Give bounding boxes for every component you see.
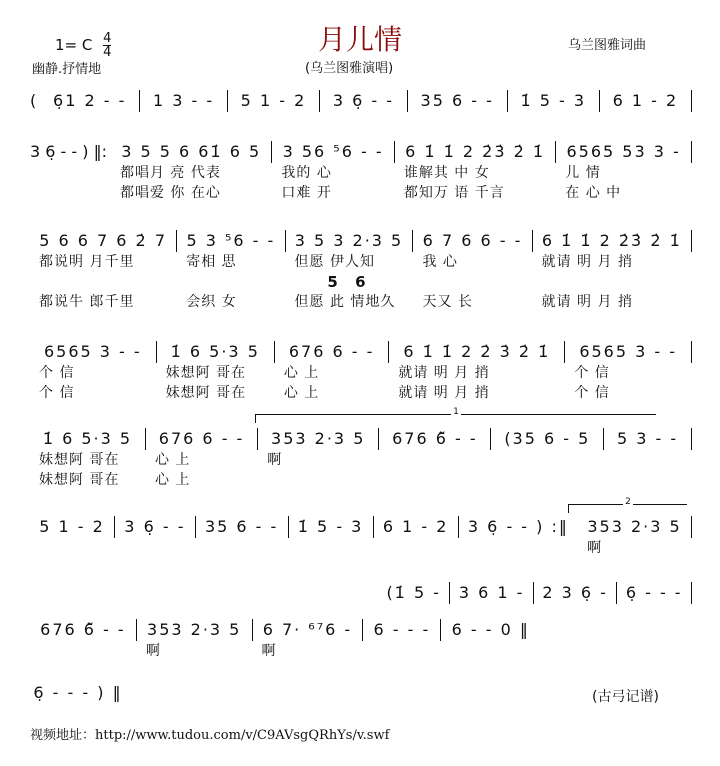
spacer [180,272,282,292]
lyric: 个 信 [574,385,610,401]
lyric [33,641,134,661]
measure-notes: 3 6̣ - - [320,90,408,112]
lyric: 在 心 中 [565,185,622,201]
measure-notes: 6 - - - [363,619,441,641]
spacer [536,272,689,292]
measure-notes: 2 3 6̣ - [534,582,617,604]
measure-notes: 6565 3 - - [565,341,692,363]
measure [556,141,692,203]
measure-notes: 1 3 - - [140,90,228,112]
measure-notes: 6̣ - - - [617,582,692,604]
measure-notes: 6565 3 - - [30,341,157,363]
lyric: 妹想阿 哥在 [165,385,247,401]
measure-notes: 5 3 - - [604,428,692,450]
measure [140,90,228,112]
measure-notes: 6̣1 2 - - [40,90,140,112]
lyric: 但愿 此 情地久 [294,294,396,310]
measure [533,230,692,312]
measure [30,341,157,403]
lyric: 妹想阿 哥在 [165,365,247,381]
lyric [444,641,537,661]
lyric [382,470,488,490]
measure [379,428,491,490]
lyric [199,538,286,558]
staff-row [30,90,692,112]
lyric [118,538,193,558]
measure-notes: 1̇ 5 - 3 [289,516,374,538]
measure-notes: 35 6 - - [408,90,508,112]
measure [441,619,540,661]
lyric [377,538,456,558]
lyric [292,538,371,558]
measure-notes: 6 7 6 6 - - [413,230,532,252]
measure [378,582,450,604]
measure [459,516,578,558]
measure [30,619,137,661]
measure-notes: 1̇ 5 - 3 [508,90,600,112]
lyric: 心 上 [283,385,320,401]
lyric [462,538,575,558]
measure [600,90,692,112]
key-label: 1= C [55,36,93,54]
measure-notes: 3 5 5 6 61̇ 6 5 [111,141,272,163]
measure [30,516,115,558]
lyric: 寄相 思 [186,254,237,270]
lyric [33,538,112,558]
lyric: 个 信 [39,365,75,381]
measure-notes: 676 6 - - [275,341,389,363]
lyric: 心 上 [154,472,191,488]
measure [374,516,459,558]
measure-notes: 5 1 - 2 [30,516,115,538]
measure [534,582,617,604]
measure [275,341,389,403]
lyric [494,450,601,470]
measure [30,428,146,490]
measure [578,516,692,558]
measure-notes: 676 6̃ - - [30,619,137,641]
lyric: 就请 明 月 捎 [541,294,633,310]
lyric: 但愿 伊人知 [294,254,375,270]
lyric: 啊 [587,540,603,556]
credits: 乌兰图雅词曲 [568,38,647,53]
measure [115,516,196,558]
measure [253,619,364,661]
measure [137,619,253,661]
lyric: 会织 女 [186,294,237,310]
spacer [33,272,174,292]
staff-row [30,516,692,558]
lyric [607,450,689,470]
measure [258,428,379,490]
measure [40,90,140,112]
staff-row [30,141,692,203]
staff-row [30,682,126,704]
measure [157,341,275,403]
lyric: 天又 长 [422,294,473,310]
measure [177,230,285,312]
lyric: 妹想阿 哥在 [39,452,120,468]
lyric: 妹想阿 哥在 [39,472,120,488]
alternate-notes: 5 6 [327,273,372,291]
measure [389,341,565,403]
measure [320,90,408,112]
song-title: 月儿情 [317,23,402,56]
lyric: 都唱爱 你 在心 [119,185,221,201]
measure [228,90,320,112]
lyric: 口难 开 [281,185,332,201]
measure-notes: 3 6̣ - - [115,516,196,538]
key-signature [55,32,111,59]
lyric: 都说明 月千里 [39,254,135,270]
measure-notes: 6 - - 0 ‖ [451,620,530,639]
measure-notes: 6 1 - 2 [374,516,459,538]
measure-notes: 1̇ 6 5·3 5 [157,341,275,363]
staff-row [30,428,692,490]
row-prefix: 3 6̣ - - ) ‖: [30,142,107,161]
measure-notes: 5 1 - 2 [228,90,320,112]
lyric [261,470,376,490]
measure [30,230,177,312]
lyric: 心 上 [283,365,320,381]
lyric: 个 信 [39,385,75,401]
time-signature: $\frac{4}{4}$ [103,31,112,60]
measure [286,230,414,312]
measure-notes: 6 1 - 2 [600,90,692,112]
staff-row [30,230,692,312]
volta-1: 1 [255,414,656,423]
measure [146,428,258,490]
lyric: 都说牛 郎千里 [39,294,135,310]
measure-notes: 5 6 6 7 6 2̇ 7 [30,230,177,252]
lyric: 啊 [261,643,277,659]
measure [450,582,533,604]
lyric: 都知万 语 千言 [403,185,505,201]
staff-row [30,619,540,661]
lyric: 儿 情 [565,165,601,181]
lyric: 就请 明 月 捎 [541,254,633,270]
measure-notes: 6̣ - - - ) ‖ [33,683,123,702]
lyric: 谁解其 中 女 [403,165,490,181]
measure-notes: 35 6 - - [196,516,289,538]
measure-notes: 6 1̇ 1̇ 2 2̇ 3̇ 2̇ 1̇ [389,341,565,363]
measure [363,619,441,661]
measure-notes: 3 6̣ - - ) :‖ [467,517,569,536]
measure [413,230,532,312]
measure-notes: 353 2·3 5 [258,428,379,450]
lyric: 心 上 [154,452,191,468]
measure [604,428,692,490]
measure [617,582,692,604]
measure [30,682,126,704]
singer: (乌兰图雅演唱) [305,61,394,76]
tempo-marking: 幽静.抒情地 [32,62,102,77]
lyric: 就请 明 月 捎 [398,365,490,381]
measure-notes: 6 1̇ 1̇ 2 2̇3̇ 2̇ 1̇ [533,230,692,252]
measure-notes: 353 2·3 5 [578,516,692,538]
lyric [494,470,601,490]
measure-notes: 3 56 ⁵6 - - [272,141,394,163]
lyric [366,641,438,661]
volta-2: 2 [568,504,687,513]
measure [491,428,604,490]
staff-row [30,341,692,403]
lyric: 啊 [267,452,283,468]
measure [408,90,508,112]
measure [196,516,289,558]
measure-notes: 3 5 3 2·3 5 [286,230,414,252]
measure-notes: 5 3 ⁵6 - - [177,230,285,252]
lyric: 就请 明 月 捎 [398,385,490,401]
measure-notes: 676 6̃ - - [379,428,491,450]
video-link[interactable]: 视频地址：http://www.tudou.com/v/C9AVsgQRhYs/v.swf [30,728,390,743]
measure-notes: 1̇ 6 5·3 5 [30,428,146,450]
measure [272,141,394,203]
lyric: 我 心 [422,254,458,270]
transcriber: (古弓记谱) [592,689,659,705]
row-prefix: ( [30,91,37,110]
lyric: 我的 心 [281,165,332,181]
measure-notes: 6 7· ⁶⁷6 - [253,619,364,641]
staff-row [378,582,692,604]
measure [565,341,692,403]
measure [395,141,556,203]
spacer [416,272,529,292]
lyric [607,470,689,490]
measure-notes: 676 6 - - [146,428,258,450]
measure-notes: 353 2·3 5 [137,619,253,641]
measure [508,90,600,112]
measure-notes: 6 1̇ 1̇ 2 2̇3̇ 2̇ 1̇ [395,141,556,163]
lyric: 啊 [145,643,161,659]
lyric [382,450,488,470]
measure-notes: (1̇ 5 - [378,582,450,604]
measure-notes: 6565 53 3 - [556,141,692,163]
measure-notes: (35 6 - 5 [491,428,604,450]
measure [111,141,272,203]
lyric: 都唱月 亮 代表 [119,165,221,181]
measure [289,516,374,558]
measure-notes: 3 6 1 - [450,582,533,604]
lyric: 个 信 [574,365,610,381]
